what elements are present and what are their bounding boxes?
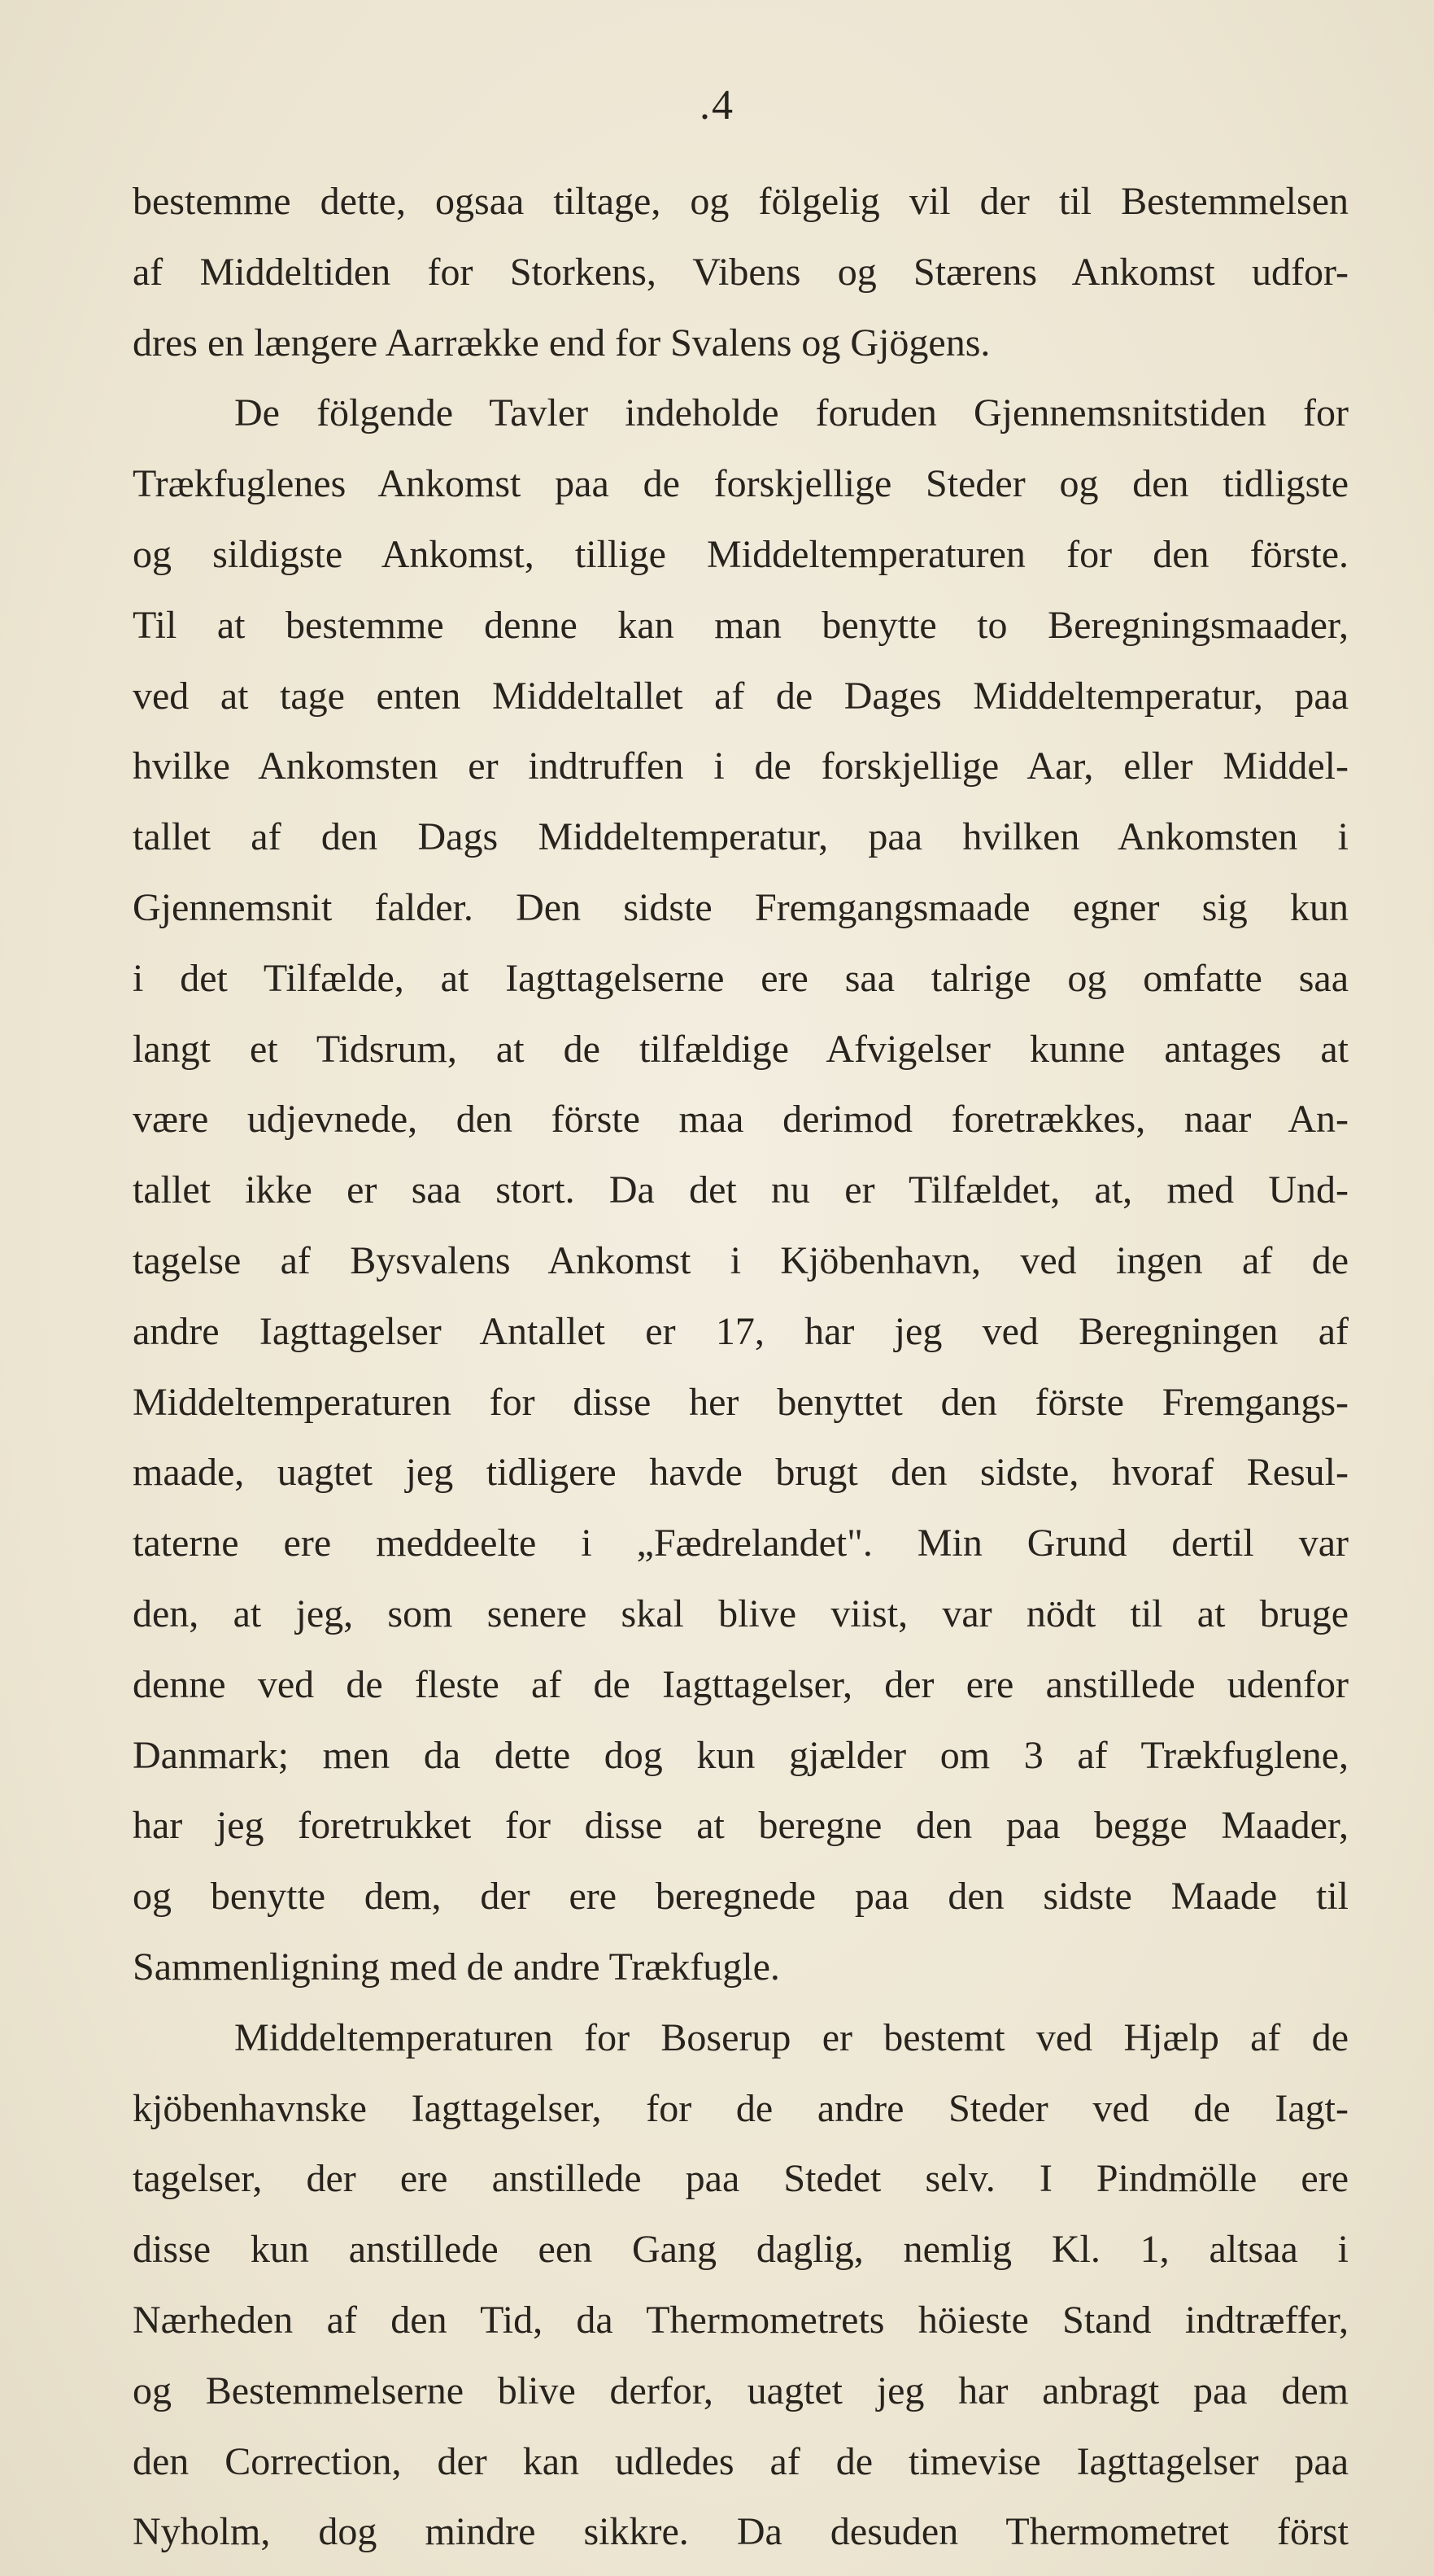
text-line: i det Tilfælde, at Iagttagelserne ere saa talrige og omfatte saa bbox=[133, 956, 1349, 1000]
text-line: tagelser, der ere anstillede paa Stedet selv. I Pindmölle ere bbox=[133, 2157, 1349, 2201]
text-line: Trækfuglenes Ankomst paa de forskjellige Steder og den tidligste bbox=[133, 462, 1349, 506]
text-line: Til at bestemme denne kan man benytte to Beregningsmaader, bbox=[133, 603, 1349, 647]
text-line: tagelse af Bysvalens Ankomst i Kjöbenhavn, ved ingen af de bbox=[133, 1238, 1349, 1282]
page-number: .4 bbox=[700, 82, 734, 129]
text-line: andre Iagttagelser Antallet er 17, har jeg ved Beregningen af bbox=[133, 1309, 1349, 1353]
text-line: har jeg foretrukket for disse at beregne den paa begge Maader, bbox=[133, 1804, 1349, 1848]
text-line: den, at jeg, som senere skal blive viist, var nödt til at bruge bbox=[133, 1591, 1349, 1635]
text-line: Gjennemsnit falder. Den sidste Fremgangsmaade egner sig kun bbox=[133, 885, 1349, 929]
text-line: og benytte dem, der ere beregnede paa den sidste Maade til bbox=[133, 1875, 1349, 1919]
text-line: langt et Tidsrum, at de tilfældige Afvigelser kunne antages at bbox=[133, 1027, 1349, 1071]
text-line: bestemme dette, ogsaa tiltage, og fölgelig vil der til Bestemmelsen bbox=[133, 180, 1349, 223]
text-line: den Correction, der kan udledes af de timevise Iagttagelser paa bbox=[133, 2439, 1349, 2483]
text-line: disse kun anstillede een Gang daglig, nemlig Kl. 1, altsaa i bbox=[133, 2228, 1349, 2272]
text-line: taterne ere meddeelte i „Fædrelandet". Min Grund dertil var bbox=[133, 1522, 1349, 1565]
text-line: Danmark; men da dette dog kun gjælder om 3 af Trækfuglene, bbox=[133, 1733, 1349, 1777]
text-line: hvilke Ankomsten er indtruffen i de forskjellige Aar, eller Middel- bbox=[133, 744, 1349, 788]
body-text bbox=[133, 167, 1349, 2568]
text-line: dres en længere Aarrække end for Svalens og Gjögens. bbox=[133, 321, 991, 365]
text-line: kjöbenhavnske Iagttagelser, for de andre Steder ved de Iagt- bbox=[133, 2086, 1349, 2130]
text-line: denne ved de fleste af de Iagttagelser, der ere anstillede udenfor bbox=[133, 1662, 1349, 1706]
text-line: og Bestemmelserne blive derfor, uagtet jeg har anbragt paa dem bbox=[133, 2369, 1349, 2412]
text-line: De fölgende Tavler indeholde foruden Gjennemsnitstiden for bbox=[234, 391, 1349, 435]
text-line: Sammenligning med de andre Trækfugle. bbox=[133, 1945, 780, 1989]
text-line: Nærheden af den Tid, da Thermometrets höieste Stand indtræffer, bbox=[133, 2298, 1349, 2342]
text-line: tallet ikke er saa stort. Da det nu er Tilfældet, at, med Und- bbox=[133, 1168, 1349, 1212]
text-line: af Middeltiden for Storkens, Vibens og Stærens Ankomst udfor- bbox=[133, 250, 1349, 294]
text-line: Nyholm, dog mindre sikkre. Da desuden Thermometret först bbox=[133, 2510, 1349, 2554]
text-line: Middeltemperaturen for Boserup er bestemt ved Hjælp af de bbox=[234, 2015, 1349, 2059]
text-line: og sildigste Ankomst, tillige Middeltemperaturen for den förste. bbox=[133, 532, 1349, 576]
text-line: tallet af den Dags Middeltemperatur, paa hvilken Ankomsten i bbox=[133, 815, 1349, 859]
text-line: maade, uagtet jeg tidligere havde brugt den sidste, hvoraf Resul- bbox=[133, 1451, 1349, 1495]
text-line: Middeltemperaturen for disse her benyttet den förste Fremgangs- bbox=[133, 1380, 1349, 1424]
text-line: ved at tage enten Middeltallet af de Dages Middeltemperatur, paa bbox=[133, 674, 1349, 718]
text-line: være udjevnede, den förste maa derimod foretrækkes, naar An- bbox=[133, 1098, 1349, 1142]
